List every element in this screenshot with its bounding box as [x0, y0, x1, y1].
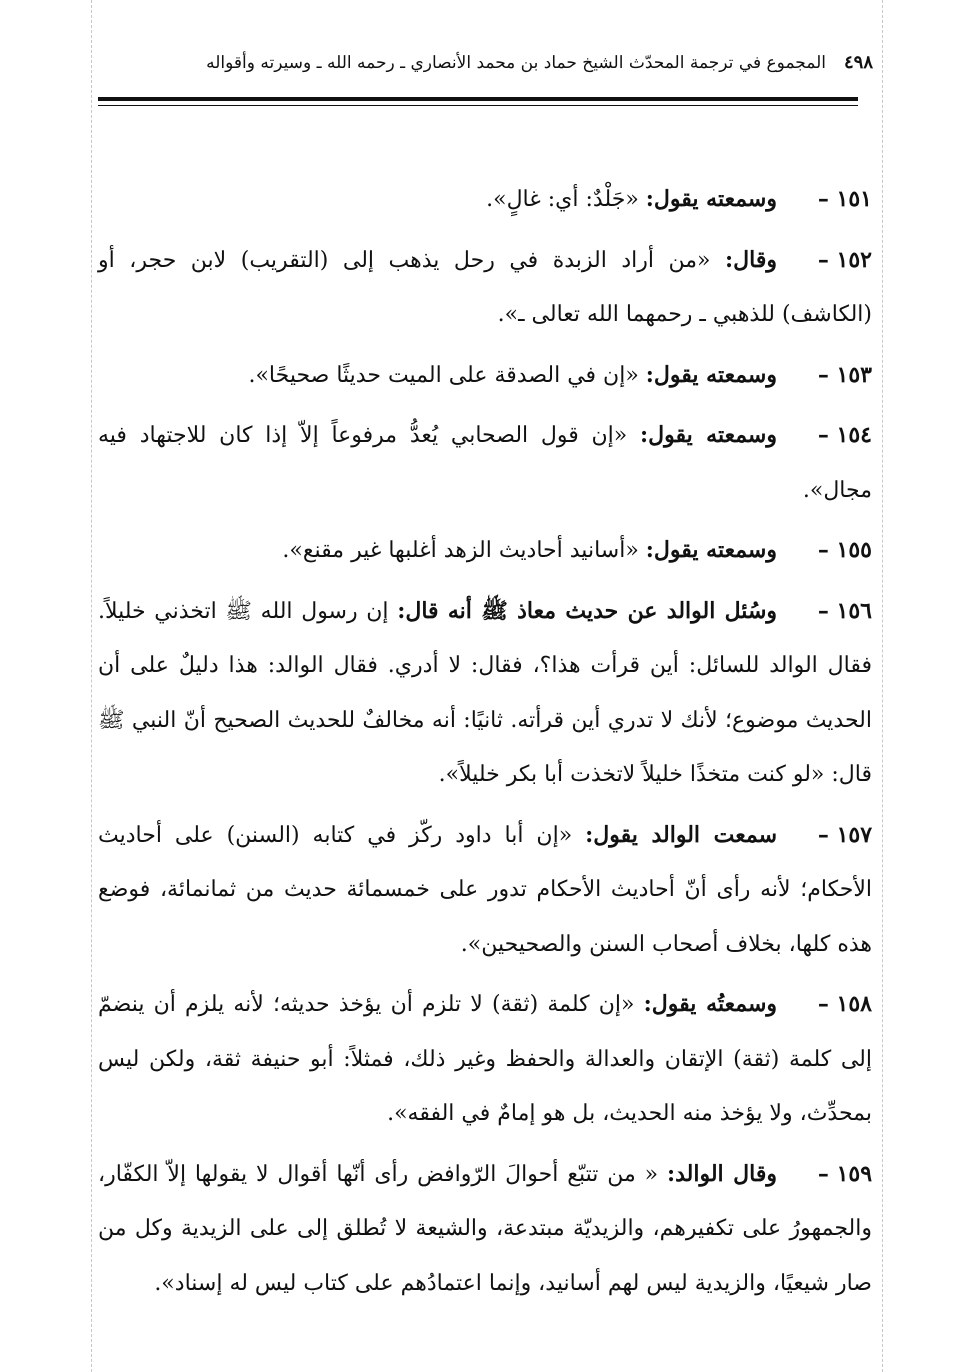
paragraph-number: ١٥٨ – [817, 991, 872, 1017]
paragraph-text: «إن في الصدقة على الميت حديثًا صحيحًا». [248, 362, 646, 388]
paragraph-lead: وقال: [725, 246, 777, 273]
paragraph-number: ١٥٤ – [817, 422, 872, 448]
paragraph-lead: وسمعته يقول: [645, 361, 777, 388]
paragraph-lead: سمعت الوالد يقول: [585, 821, 778, 848]
paragraph-text: « من تتبّع أحوالَ الرّوافض رأى أنّها أقوال لا يقولها إلاّ الكفّار، والجمهورُ على تكفيرهم، والزيديّة مبتدعة، والشيعة لا تُطلق إلى على الزيدية وكل من صار شيعيًا، والزيدية ليس لهم أسانيد، وإنما اعتمادُهم على كتاب ليس له إسناد». [98, 1161, 872, 1296]
paragraph-number: ١٥٢ – [817, 246, 872, 273]
scan-guide-line-right [882, 0, 883, 1372]
book-title: المجموع في ترجمة المحدّث الشيخ حماد بن محمد الأنصاري ـ رحمه الله ـ وسيرته وأقواله [206, 53, 826, 73]
paragraph-text: «من أراد الزبدة في رحل يذهب إلى (التقريب) لابن حجر، أو (الكاشف) للذهبي ـ رحمهما الله تعالى ـ». [98, 247, 872, 327]
paragraph-number: ١٥٣ – [817, 361, 872, 388]
paragraph-text: «إن قول الصحابي يُعدُّ مرفوعاً إلاّ إذا كان للاجتهاد فيه مجال». [98, 423, 872, 503]
page-number: ٤٩٨ [843, 52, 873, 73]
paragraph-text: «إن كلمة (ثقة) لا تلزم أن يؤخذ حديثه؛ لأنه يلزم أن ينضمّ إلى كلمة (ثقة) الإتقان والعدالة والحفظ وغير ذلك، فمثلاً: أبو حنيفة ثقة، ولكن ليس بمحدِّث، ولا يؤخذ منه الحديث، بل هو إمامٌ في الفقه». [98, 992, 872, 1126]
paragraph-158 [98, 977, 872, 1142]
paragraph-156 [98, 584, 872, 803]
paragraph-151 [98, 172, 872, 228]
paragraph-text: «أسانيد أحاديث الزهد أغلبها غير مقنع». [282, 538, 646, 563]
header-rule-thin [98, 105, 858, 106]
paragraph-lead: وسمعتُه يقول: [643, 991, 777, 1017]
paragraph-lead: وسمعته يقول: [640, 422, 777, 448]
header-rule-thick [98, 97, 858, 101]
paragraph-lead: وسمعته يقول: [645, 537, 777, 563]
paragraph-number: ١٥٧ – [817, 821, 873, 848]
paragraph-153 [98, 348, 872, 404]
paragraph-text: إن رسول الله ﷺ اتخذني خليلاً. فقال الوالد للسائل: أين قرأت هذا؟، فقال: لا أدري. فقال الوالد: هذا دليلٌ على أن الحديث موضوع؛ لأنك لا تدري أين قرأته. ثانيًا: أنه مخالفٌ للحديث الصحيح أنّ النبي ﷺ قال: «لو كنت متخذًا خليلاً لاتخذت أبا بكر خليلاً». [98, 598, 872, 787]
paragraph-number: ١٥٥ – [817, 537, 872, 563]
paragraph-number: ١٥١ – [817, 186, 872, 212]
paragraph-155 [98, 523, 872, 579]
paragraph-text: «جَلْدٌ: أي: غالٍ». [486, 187, 646, 212]
paragraph-157 [98, 808, 872, 973]
running-header [150, 52, 873, 73]
paragraph-152 [98, 233, 872, 343]
paragraph-159 [98, 1147, 872, 1312]
paragraph-lead: وقال الوالد: [666, 1160, 778, 1187]
paragraph-lead: وسُئل الوالد عن حديث معاذ ﷺ أنه قال: [397, 597, 777, 624]
paragraph-lead: وسمعته يقول: [645, 186, 777, 212]
paragraph-154 [98, 408, 872, 518]
scan-guide-line-left [91, 0, 92, 1372]
paragraph-text: «إن أبا داود ركّز في كتابه (السنن) على أحاديث الأحكام؛ لأنه رأى أنّ أحاديث الأحكام تدور على خمسمائة حديث من ثمانمائة، فوضع هذه كلها، بخلاف أصحاب السنن والصحيحين». [98, 822, 872, 957]
paragraph-number: ١٥٦ – [817, 597, 872, 624]
page-body [98, 172, 872, 1311]
paragraph-number: ١٥٩ – [817, 1160, 873, 1187]
